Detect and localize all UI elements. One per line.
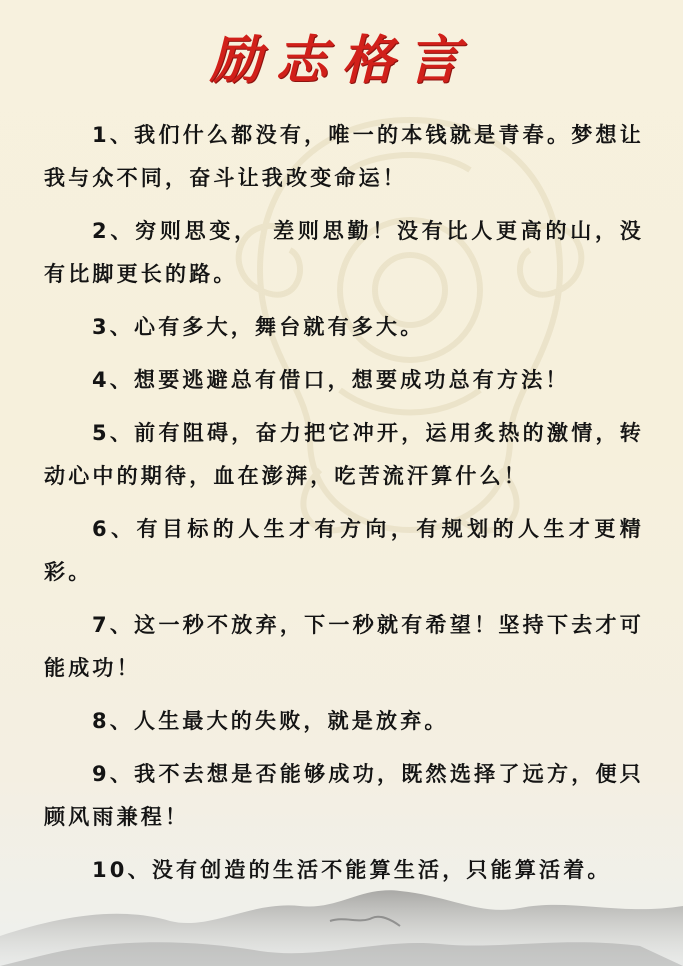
quote-item: 4、想要逃避总有借口，想要成功总有方法！ [92,368,570,392]
quote-item: 9、我不去想是否能够成功，既然选择了远方，便只顾风雨兼程！ [44,762,644,829]
page-title: 励志格言 [209,30,474,91]
quote-item: 10、没有创造的生活不能算生活，只能算活着。 [92,858,612,882]
quote-item: 3、心有多大，舞台就有多大。 [92,315,425,339]
quote-item: 5、前有阻碍，奋力把它冲开，运用炙热的激情，转动心中的期待，血在澎湃，吃苦流汗算什么！ [44,421,644,488]
quote-item: 7、这一秒不放弃，下一秒就有希望！坚持下去才可能成功！ [44,613,644,680]
quote-list [44,114,644,902]
quote-item: 8、人生最大的失败，就是放弃。 [92,709,449,733]
quote-item: 1、我们什么都没有，唯一的本钱就是青春。梦想让我与众不同，奋斗让我改变命运！ [44,123,644,190]
ink-mountain-illustration [0,846,683,966]
quote-item: 2、穷则思变， 差则思勤！没有比人更高的山，没有比脚更长的路。 [44,219,644,286]
quote-item: 6、有目标的人生才有方向，有规划的人生才更精彩。 [44,517,644,584]
